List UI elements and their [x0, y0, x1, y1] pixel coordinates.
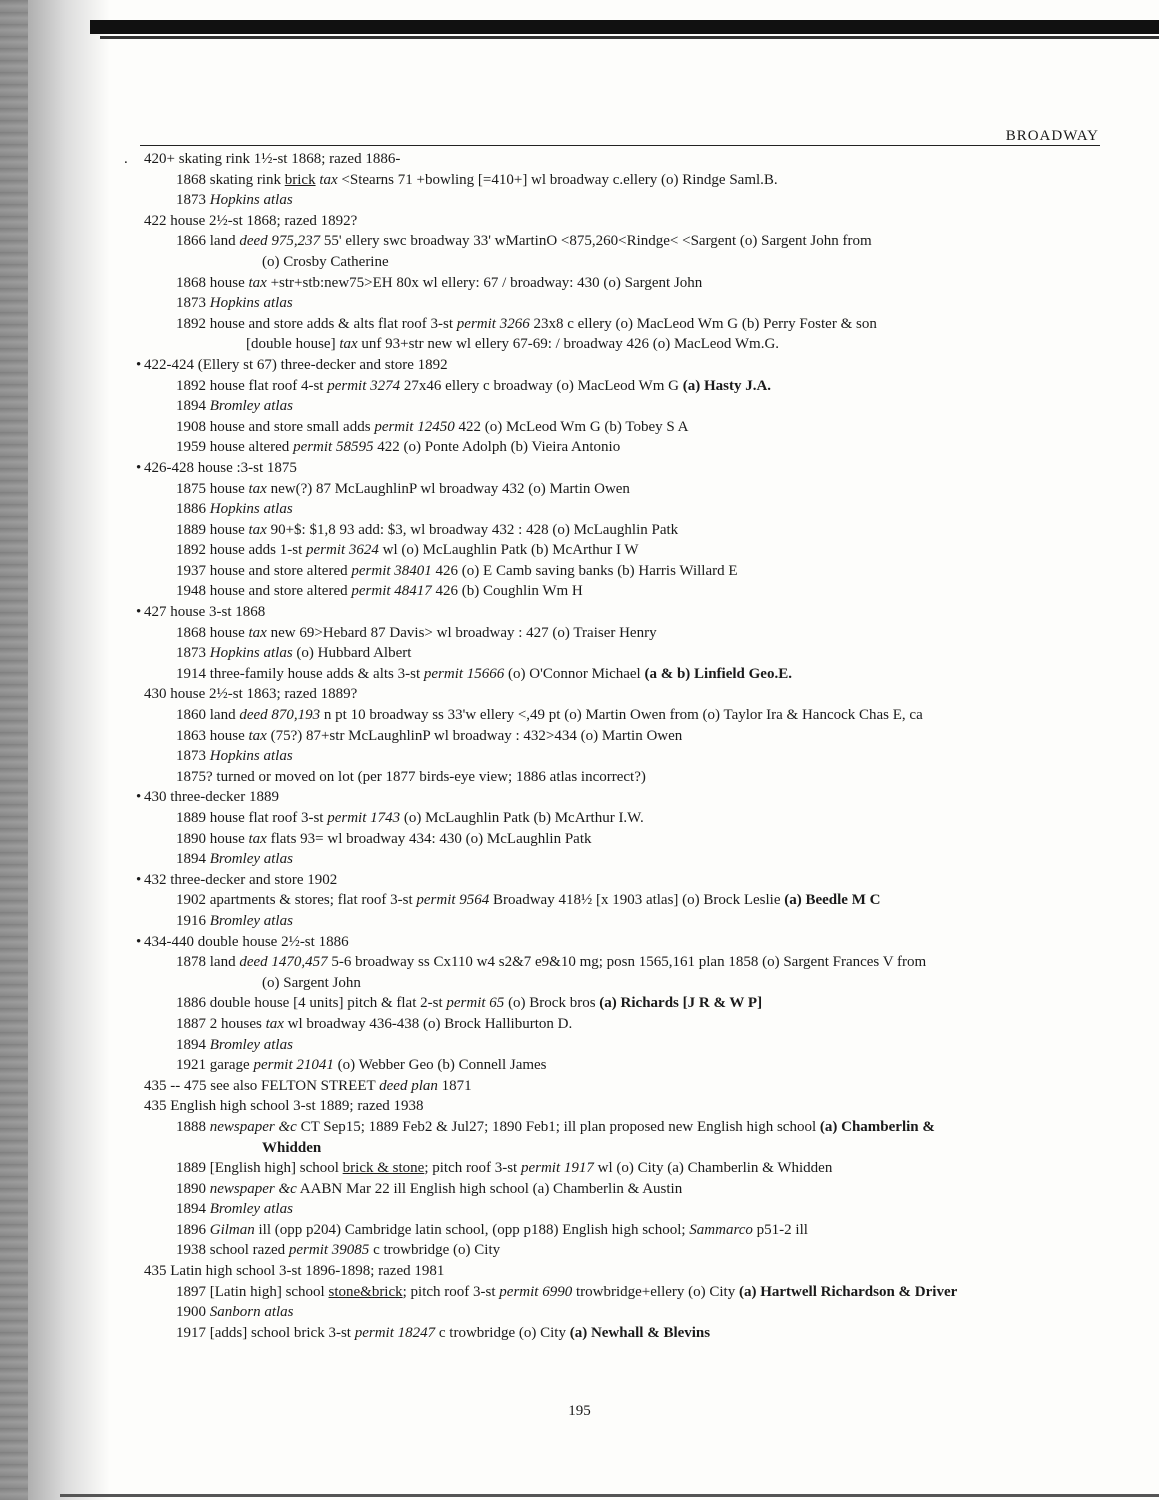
- text-segment: Hopkins atlas: [209, 748, 293, 765]
- entry-line: [0, 499, 1159, 520]
- text-segment: Bromley atlas: [209, 398, 293, 415]
- text-segment: permit 48417: [351, 583, 432, 600]
- text-segment: wl (o) City (a) Chamberlin & Whidden: [593, 1160, 833, 1177]
- entry-line: [0, 623, 1159, 644]
- text-segment: CT Sep15; 1889 Feb2 & Jul27; 1890 Feb1; ill plan proposed new English high school: [296, 1118, 820, 1135]
- text-segment: deed plan: [379, 1077, 438, 1094]
- text-segment: ; pitch roof 3-st: [402, 1283, 500, 1300]
- text-segment: 1892 house adds 1-st: [176, 542, 306, 559]
- text-segment: permit 9564: [416, 892, 490, 909]
- text-segment: 55' ellery swc broadway 33' wMartinO <875,260<Rindge< <Sargent (o) Sargent John from: [320, 233, 872, 250]
- entry-heading: [0, 787, 1159, 808]
- entry-line: [0, 1138, 1159, 1159]
- entry-line: [0, 540, 1159, 561]
- text-segment: 1875 house: [176, 480, 249, 497]
- entry-line: [0, 1014, 1159, 1035]
- text-segment: (75?) 87+str McLaughlinP wl broadway : 432>434 (o) Martin Owen: [266, 727, 683, 744]
- text-segment: new(?) 87 McLaughlinP wl broadway 432 (o) Martin Owen: [266, 480, 630, 497]
- entry-line: [0, 1240, 1159, 1261]
- text-segment: permit 15666: [423, 665, 505, 682]
- entry-line: [0, 993, 1159, 1014]
- entry-line: [0, 170, 1159, 191]
- entry-line: [0, 1220, 1159, 1241]
- text-segment: c trowbridge (o) City: [369, 1242, 501, 1259]
- text-segment: permit 18247: [354, 1324, 436, 1341]
- text-segment: 1894: [176, 851, 210, 868]
- text-segment: Hopkins atlas: [209, 501, 293, 518]
- text-segment: deed 1470,457: [239, 954, 328, 971]
- text-segment: stone&brick: [328, 1283, 403, 1300]
- entry-line: [0, 849, 1159, 870]
- text-segment: 1916: [176, 912, 210, 929]
- entry-line: [0, 581, 1159, 602]
- text-segment: 426-428 house :3-st 1875: [144, 459, 297, 476]
- text-segment: 430 house 2½-st 1863; razed 1889?: [144, 686, 358, 703]
- text-segment: 1888: [176, 1118, 210, 1135]
- text-segment: tax: [265, 1015, 284, 1032]
- entry-line: [0, 952, 1159, 973]
- entry-line: [0, 664, 1159, 685]
- text-segment: Sammarco: [689, 1221, 753, 1238]
- entry-line: [0, 911, 1159, 932]
- entry-line: [0, 417, 1159, 438]
- running-header: BROADWAY: [1005, 128, 1099, 144]
- text-segment: p51-2 ill: [752, 1221, 808, 1238]
- text-segment: 1873: [176, 295, 210, 312]
- text-segment: 1938 school razed: [176, 1242, 289, 1259]
- entry-line: [0, 767, 1159, 788]
- text-segment: newspaper &c: [209, 1180, 297, 1197]
- text-segment: permit 12450: [374, 418, 455, 435]
- text-segment: 1890 house: [176, 830, 249, 847]
- entry-line: [0, 293, 1159, 314]
- entry-line: [0, 1179, 1159, 1200]
- text-segment: permit 3624: [306, 542, 379, 559]
- text-segment: 1894: [176, 1036, 210, 1053]
- text-segment: Sanborn atlas: [209, 1304, 294, 1321]
- text-segment: permit 58595: [293, 439, 374, 456]
- entry-line: [0, 314, 1159, 335]
- header-rule: [140, 145, 1100, 146]
- text-segment: 426 (o) E Camb saving banks (b) Harris Willard E: [431, 562, 738, 579]
- entry-line: [0, 705, 1159, 726]
- text-segment: permit 6990: [499, 1283, 573, 1300]
- text-segment: 27x46 ellery c broadway (o) MacLeod Wm G: [400, 377, 683, 394]
- text-segment: (a & b) Linfield Geo.E.: [644, 665, 792, 682]
- text-segment: 1887 2 houses: [176, 1015, 266, 1032]
- text-segment: 1860 land: [176, 707, 240, 724]
- text-segment: [double house]: [246, 336, 340, 353]
- entry-line: [0, 1055, 1159, 1076]
- text-segment: tax: [248, 521, 267, 538]
- text-segment: 1868 skating rink: [176, 171, 285, 188]
- text-segment: (o) McLaughlin Patk (b) McArthur I.W.: [400, 810, 644, 826]
- text-segment: 1892 house flat roof 4-st: [176, 377, 328, 394]
- text-segment: +str+stb:new75>EH 80x wl ellery: 67 / broadway: 430 (o) Sargent John: [266, 274, 703, 291]
- text-segment: 90+$: $1,8 93 add: $3, wl broadway 432 : 428 (o) McLaughlin Patk: [266, 521, 679, 538]
- text-segment: 426 (b) Coughlin Wm H: [431, 583, 583, 600]
- text-segment: 435 English high school 3-st 1889; razed 1938: [144, 1098, 424, 1115]
- entry-line: [0, 890, 1159, 911]
- text-segment: Bromley atlas: [209, 1201, 293, 1218]
- entry-heading: [0, 149, 1159, 170]
- text-segment: (o) Brock bros: [504, 995, 600, 1012]
- text-segment: ill (opp p204) Cambridge latin school, (opp p188) English high school;: [254, 1221, 690, 1238]
- text-segment: tax: [248, 830, 267, 847]
- entry-heading: [0, 1261, 1159, 1282]
- text-segment: tax: [319, 171, 338, 188]
- scan-top-border-thin: [100, 36, 1159, 39]
- text-segment: 1863 house: [176, 727, 249, 744]
- entry-line: [0, 231, 1159, 252]
- text-segment: 1894: [176, 1201, 210, 1218]
- text-segment: wl broadway 436-438 (o) Brock Halliburton D.: [283, 1015, 573, 1032]
- entry-line: [0, 273, 1159, 294]
- entry-line: [0, 479, 1159, 500]
- text-segment: 1889 house flat roof 3-st: [176, 810, 328, 826]
- text-segment: Whidden: [262, 1139, 322, 1156]
- text-segment: (o) Crosby Catherine: [262, 253, 389, 270]
- text-segment: 1896: [176, 1221, 210, 1238]
- text-segment: Bromley atlas: [209, 1036, 293, 1053]
- text-segment: tax: [248, 274, 267, 291]
- entry-line: [0, 1035, 1159, 1056]
- text-segment: 1889 [English high] school: [176, 1160, 343, 1177]
- text-segment: 1917 [adds] school brick 3-st: [176, 1324, 355, 1341]
- entry-heading: [0, 1096, 1159, 1117]
- entry-line: [0, 726, 1159, 747]
- text-segment: 422 (o) Ponte Adolph (b) Vieira Antonio: [373, 439, 621, 456]
- text-segment: 434-440 double house 2½-st 1886: [144, 933, 349, 950]
- text-segment: Bromley atlas: [209, 851, 293, 868]
- text-segment: 1894: [176, 398, 210, 415]
- entry-line: [0, 252, 1159, 273]
- entry-line: [0, 376, 1159, 397]
- bullet-marker: •: [136, 789, 142, 806]
- text-segment: tax: [248, 624, 267, 641]
- text-segment: 1875? turned or moved on lot (per 1877 birds-eye view; 1886 atlas incorrect?): [176, 768, 646, 785]
- text-segment: 1959 house altered: [176, 439, 294, 456]
- text-segment: 1914 three-family house adds & alts 3-st: [176, 665, 424, 682]
- text-segment: 23x8 c ellery (o) MacLeod Wm G (b) Perry Foster & son: [529, 315, 877, 332]
- text-segment: 430 three-decker 1889: [144, 789, 279, 806]
- text-segment: (a) Beedle M C: [784, 892, 881, 909]
- text-segment: deed 975,237: [239, 233, 321, 250]
- text-segment: 1878 land: [176, 954, 240, 971]
- entry-line: [0, 190, 1159, 211]
- bullet-marker: •: [136, 933, 142, 950]
- entry-heading: [0, 355, 1159, 376]
- text-segment: 1886: [176, 501, 210, 518]
- entry-heading: [0, 602, 1159, 623]
- entry-line: [0, 561, 1159, 582]
- text-segment: 1873: [176, 748, 210, 765]
- text-segment: 1868 house: [176, 274, 249, 291]
- text-segment: ; pitch roof 3-st: [424, 1160, 521, 1177]
- text-segment: n pt 10 broadway ss 33'w ellery <,49 pt (o) Martin Owen from (o) Taylor Ira & Hancock Chas E, ca: [320, 707, 923, 724]
- text-segment: permit 38401: [351, 562, 432, 579]
- text-segment: 420+ skating rink 1½-st 1868; razed 1886-: [144, 151, 401, 167]
- text-segment: 422 (o) McLeod Wm G (b) Tobey S A: [454, 418, 689, 435]
- text-segment: tax: [248, 480, 267, 497]
- text-segment: 427 house 3-st 1868: [144, 604, 266, 621]
- text-segment: new 69>Hebard 87 Davis> wl broadway : 427 (o) Traiser Henry: [266, 624, 657, 641]
- bullet-marker: •: [136, 604, 142, 621]
- entry-line: [0, 1199, 1159, 1220]
- entry-line: [0, 437, 1159, 458]
- text-segment: 1900: [176, 1304, 210, 1321]
- entry-line: [0, 1282, 1159, 1303]
- text-segment: AABN Mar 22 ill English high school (a) Chamberlin & Austin: [296, 1180, 683, 1197]
- text-segment: tax: [248, 727, 267, 744]
- entry-heading: [0, 870, 1159, 891]
- text-segment: permit 39085: [288, 1242, 370, 1259]
- text-segment: deed 870,193: [239, 707, 321, 724]
- text-segment: (a) Newhall & Blevins: [569, 1324, 711, 1341]
- text-segment: 1921 garage: [176, 1057, 254, 1074]
- entry-line: [0, 1302, 1159, 1323]
- text-segment: (o) Sargent John: [262, 974, 361, 991]
- bullet-marker: •: [136, 459, 142, 476]
- text-segment: (a) Hartwell Richardson & Driver: [738, 1283, 958, 1300]
- text-segment: brick: [284, 171, 316, 188]
- text-segment: (a) Richards [J R & W P]: [599, 995, 763, 1012]
- entry-heading: [0, 458, 1159, 479]
- text-segment: 1948 house and store altered: [176, 583, 352, 600]
- text-segment: 1873: [176, 645, 210, 662]
- text-segment: 422-424 (Ellery st 67) three-decker and store 1892: [144, 356, 448, 373]
- text-segment: unf 93+str new wl ellery 67-69: / broadway 426 (o) MacLeod Wm.G.: [357, 336, 780, 353]
- entry-heading: [0, 211, 1159, 232]
- text-segment: (a) Chamberlin &: [819, 1118, 935, 1135]
- text-segment: (o) Hubbard Albert: [292, 645, 412, 662]
- text-segment: Hopkins atlas: [209, 192, 293, 209]
- bullet-marker: •: [136, 356, 142, 373]
- text-segment: 435 Latin high school 3-st 1896-1898; razed 1981: [144, 1263, 445, 1280]
- text-segment: permit 21041: [253, 1057, 334, 1074]
- text-segment: 1890: [176, 1180, 210, 1197]
- text-segment: 1892 house and store adds & alts flat roof 3-st: [176, 315, 457, 332]
- text-segment: c trowbridge (o) City: [435, 1324, 570, 1341]
- entry-heading: [0, 932, 1159, 953]
- text-segment: Hopkins atlas: [209, 645, 293, 662]
- text-segment: 1902 apartments & stores; flat roof 3-st: [176, 892, 417, 909]
- entry-line: [0, 746, 1159, 767]
- text-segment: newspaper &c: [209, 1118, 297, 1135]
- page-number: 195: [568, 1403, 591, 1419]
- text-segment: 1866 land: [176, 233, 240, 250]
- text-segment: 435 -- 475 see also FELTON STREET: [144, 1077, 380, 1094]
- entry-line: [0, 973, 1159, 994]
- text-segment: brick & stone: [342, 1160, 425, 1177]
- entry-line: [0, 643, 1159, 664]
- entry-line: [0, 808, 1159, 829]
- text-segment: 1868 house: [176, 624, 249, 641]
- entry-line: [0, 829, 1159, 850]
- text-segment: (a) Hasty J.A.: [682, 377, 772, 394]
- bullet-marker: •: [136, 871, 142, 888]
- text-segment: Hopkins atlas: [209, 295, 293, 312]
- stray-mark: .: [124, 151, 128, 167]
- text-segment: permit 1743: [327, 810, 401, 826]
- text-segment: permit 65: [446, 995, 505, 1012]
- entry-line: [0, 1323, 1159, 1344]
- entry-line: [0, 334, 1159, 355]
- text-segment: trowbridge+ellery (o) City: [572, 1283, 739, 1300]
- text-segment: permit 3266: [456, 315, 530, 332]
- text-segment: Bromley atlas: [209, 912, 293, 929]
- text-segment: Gilman: [209, 1221, 255, 1238]
- text-segment: flats 93= wl broadway 434: 430 (o) McLaughlin Patk: [266, 830, 592, 847]
- text-segment: permit 1917: [520, 1160, 594, 1177]
- text-segment: 1871: [437, 1077, 472, 1094]
- entry-line: [0, 396, 1159, 417]
- text-segment: 422 house 2½-st 1868; razed 1892?: [144, 212, 358, 229]
- text-segment: 432 three-decker and store 1902: [144, 871, 338, 888]
- entry-heading: [0, 1076, 1159, 1097]
- text-segment: 5-6 broadway ss Cx110 w4 s2&7 e9&10 mg; posn 1565,161 plan 1858 (o) Sargent Frances V from: [327, 954, 927, 971]
- text-segment: 1937 house and store altered: [176, 562, 352, 579]
- text-segment: 1886 double house [4 units] pitch & flat 2-st: [176, 995, 447, 1012]
- entry-line: [0, 1158, 1159, 1179]
- text-segment: <Stearns 71 +bowling [=410+] wl broadway c.ellery (o) Rindge Saml.B.: [337, 171, 778, 188]
- scan-top-border: [90, 20, 1159, 34]
- scan-bottom-border: [60, 1494, 1159, 1497]
- text-segment: (o) O'Connor Michael: [504, 665, 645, 682]
- entry-line: [0, 1117, 1159, 1138]
- page-body: [0, 149, 1159, 1343]
- text-segment: 1908 house and store small adds: [176, 418, 375, 435]
- text-segment: Broadway 418½ [x 1903 atlas] (o) Brock Leslie: [489, 892, 785, 909]
- text-segment: 1873: [176, 192, 210, 209]
- text-segment: 1889 house: [176, 521, 249, 538]
- text-segment: tax: [339, 336, 358, 353]
- text-segment: (o) Webber Geo (b) Connell James: [333, 1057, 547, 1074]
- text-segment: wl (o) McLaughlin Patk (b) McArthur I W: [378, 542, 639, 559]
- text-segment: permit 3274: [327, 377, 401, 394]
- entry-line: [0, 520, 1159, 541]
- entry-heading: [0, 684, 1159, 705]
- text-segment: 1897 [Latin high] school: [176, 1283, 329, 1300]
